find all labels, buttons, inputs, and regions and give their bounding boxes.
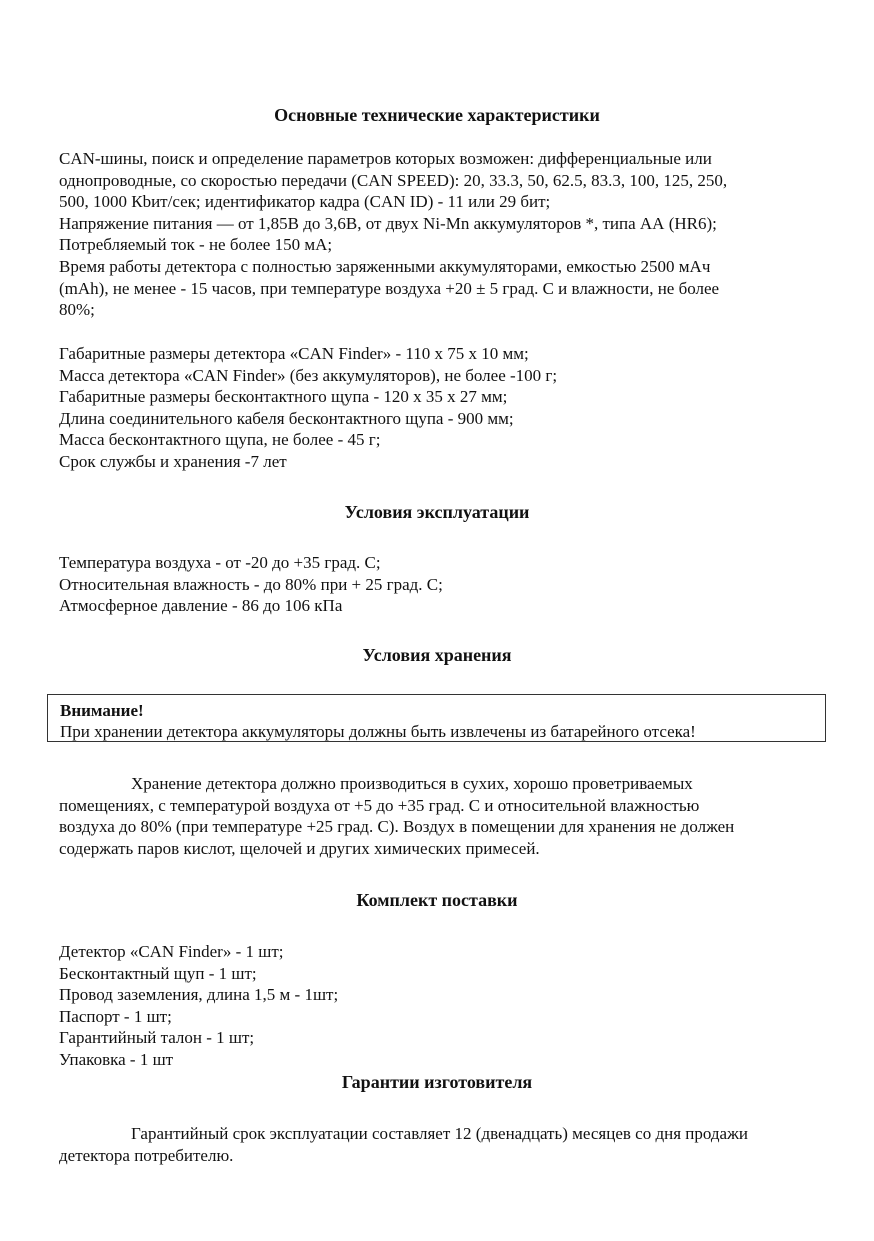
dimensions-list (59, 343, 839, 473)
specs-line: (mAh), не менее - 15 часов, при температуре воздуха +20 ± 5 град. С и влажности, не более (59, 278, 720, 298)
dimensions-line: Срок службы и хранения -7 лет (59, 451, 287, 471)
delivery-line: Провод заземления, длина 1,5 м - 1шт; (59, 985, 339, 1005)
storage-line: Хранение детектора должно производиться в сухих, хорошо проветриваемых (131, 774, 693, 793)
dimensions-line: Длина соединительного кабеля бесконтактного щупа - 900 мм; (59, 408, 514, 428)
warranty-paragraph (59, 1123, 839, 1166)
storage-heading: Условия хранения (362, 645, 512, 665)
dimensions-line: Масса детектора «CAN Finder» (без аккумуляторов), не более -100 г; (59, 365, 558, 385)
storage-line: помещениях, с температурой воздуха от +5 до +35 град. С и относительной влажностью (59, 795, 700, 815)
delivery-line: Паспорт - 1 шт; (59, 1006, 172, 1026)
specs-line: однопроводные, со скоростью передачи (CAN SPEED): 20, 33.3, 50, 62.5, 83.3, 100, 125, 250, (59, 170, 728, 190)
specs-heading: Основные технические характеристики (274, 105, 600, 125)
warranty-heading: Гарантии изготовителя (341, 1072, 533, 1092)
delivery-list (59, 941, 839, 1071)
storage-line: воздуха до 80% (при температуре +25 град. С). Воздух в помещении для хранения не должен (59, 817, 735, 837)
operating-line: Относительная влажность - до 80% при + 25 град. С; (59, 574, 443, 594)
dimensions-line: Габаритные размеры бесконтактного щупа - 120 х 35 х 27 мм; (59, 387, 508, 407)
warranty-line: детектора потребителю. (59, 1145, 234, 1165)
delivery-line: Гарантийный талон - 1 шт; (59, 1028, 255, 1048)
storage-warning-box (47, 694, 826, 742)
operating-list (59, 552, 839, 617)
delivery-heading: Комплект поставки (356, 890, 518, 910)
dimensions-line: Габаритные размеры детектора «CAN Finder» - 110 х 75 х 10 мм; (59, 344, 529, 363)
specs-line: Время работы детектора с полностью заряженными аккумуляторами, емкостью 2500 мАч (59, 256, 711, 276)
specs-line: 500, 1000 Кbит/сек; идентификатор кадра (CAN ID) - 11 или 29 бит; (59, 192, 551, 212)
specs-line: Напряжение питания — от 1,85В до 3,6В, от двух Ni-Mn аккумуляторов *, типа АА (HR6); (59, 213, 717, 233)
specs-line: Потребляемый ток - не более 150 мА; (59, 235, 333, 255)
specs-line: 80%; (59, 300, 95, 320)
warning-text: При хранении детектора аккумуляторы должны быть извлечены из батарейного отсека! (60, 722, 696, 741)
operating-line: Атмосферное давление - 86 до 106 кПа (59, 596, 343, 616)
warning-title: Внимание! (60, 701, 144, 720)
delivery-line: Упаковка - 1 шт (59, 1049, 174, 1069)
operating-heading: Условия эксплуатации (344, 502, 530, 522)
operating-line: Температура воздуха - от -20 до +35 град. С; (59, 553, 381, 572)
specs-list (59, 148, 839, 321)
warranty-line: Гарантийный срок эксплуатации составляет 12 (двенадцать) месяцев со дня продажи (131, 1124, 748, 1143)
storage-paragraph (59, 773, 839, 859)
delivery-line: Бесконтактный щуп - 1 шт; (59, 963, 257, 983)
storage-line: содержать паров кислот, щелочей и других химических примесей. (59, 838, 540, 858)
specs-line: CAN-шины, поиск и определение параметров которых возможен: дифференциальные или (59, 149, 712, 168)
delivery-line: Детектор «CAN Finder» - 1 шт; (59, 942, 284, 961)
dimensions-line: Масса бесконтактного щупа, не более - 45 г; (59, 430, 381, 450)
